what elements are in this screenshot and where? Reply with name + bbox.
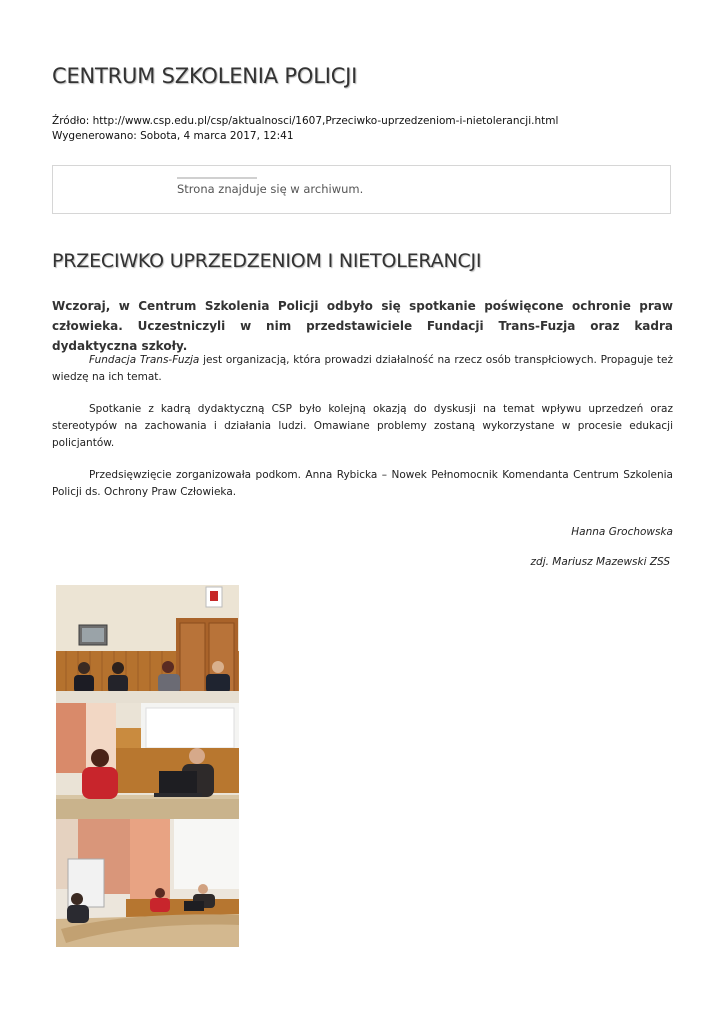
document-meta (52, 114, 558, 144)
paragraph-1-text: jest organizacją, która prowadzi działalność na rzecz osób transpłciowych. Propaguje też wiedzę na ich temat. (52, 354, 673, 383)
article-lead: Wczoraj, w Centrum Szkolenia Policji odbyło się spotkanie poświęcone ochronie praw człowieka. Uczestniczyli w nim przedstawiciele Fundacji Trans-Fuzja oraz kadra dydaktyczna szkoły. (52, 299, 673, 353)
article-title: PRZECIWKO UPRZEDZENIOM I NIETOLERANCJI (52, 250, 482, 272)
paragraph-3: Przedsięwzięcie zorganizowała podkom. Anna Rybicka – Nowek Pełnomocnik Komendanta Centrum Szkolenia Policji ds. Ochrony Praw Człowieka. (52, 469, 673, 498)
meeting-photo-2[interactable] (56, 703, 239, 819)
source-url[interactable]: Źródło: http://www.csp.edu.pl/csp/aktualnosci/1607,Przeciwko-uprzedzeniom-i-nietolerancji.html (52, 115, 559, 127)
photo-credit: zdj. Mariusz Mazewski ZSS (530, 556, 670, 568)
paragraph-2: Spotkanie z kadrą dydaktyczną CSP było kolejną okazją do dyskusji na temat wpływu uprzedzeń oraz stereotypów na zachowania i działania ludzi. Omawiane problemy zostaną wykorzystane w procesie edukacji policjantów. (52, 403, 673, 449)
paragraph-1 (52, 352, 673, 386)
author-signature: Hanna Grochowska (571, 526, 673, 538)
meeting-photo-1[interactable] (56, 585, 239, 703)
archive-notice-box (52, 165, 671, 214)
meeting-photo-3[interactable] (56, 819, 239, 947)
generated-date: Wygenerowano: Sobota, 4 marca 2017, 12:41 (52, 130, 294, 142)
archive-divider (177, 177, 257, 179)
archive-notice: Strona znajduje się w archiwum. (177, 182, 364, 196)
site-title: CENTRUM SZKOLENIA POLICJI (52, 64, 358, 88)
article-body (52, 352, 673, 516)
foundation-name: Fundacja Trans-Fuzja (89, 354, 200, 366)
